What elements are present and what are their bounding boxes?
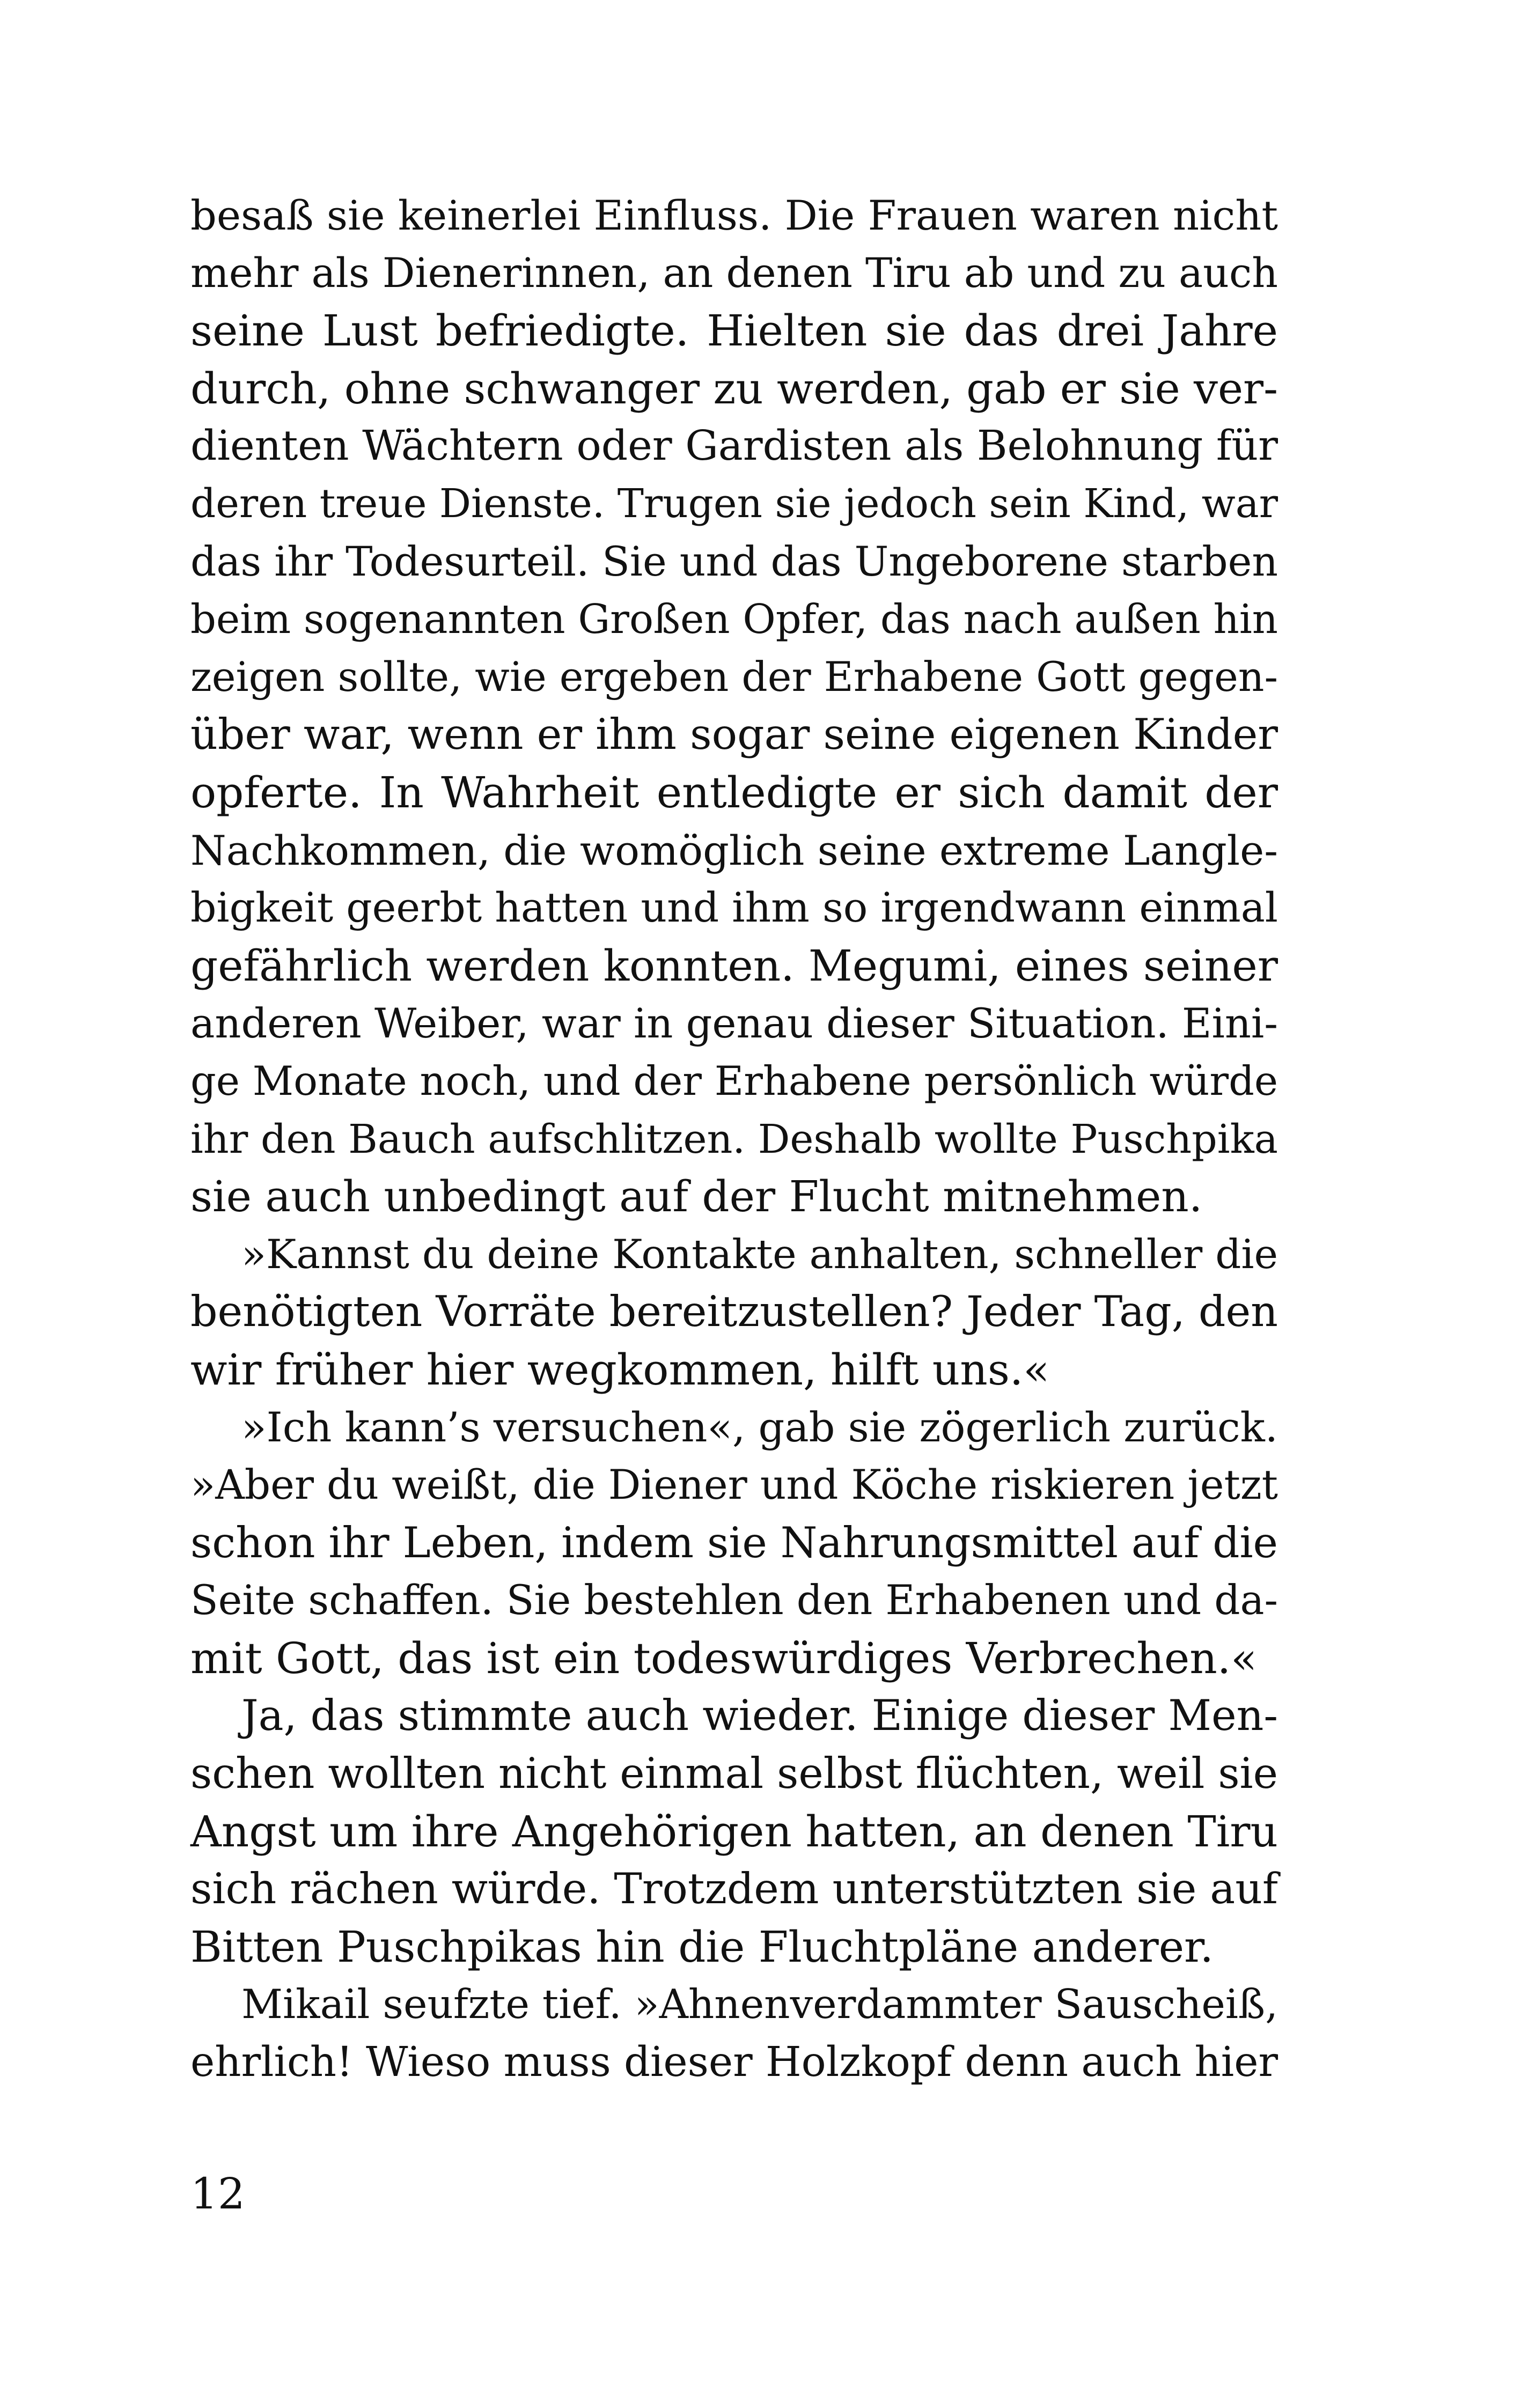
paragraph xyxy=(190,1976,1278,2091)
text-line: beim sogenannten Großen Opfer, das nach außen hin xyxy=(190,596,1278,643)
text-line: Seite schaffen. Sie bestehlen den Erhabenen und da- xyxy=(190,1577,1278,1624)
paragraph xyxy=(190,187,1278,1226)
text-line: seine Lust befriedigte. Hielten sie das drei Jahre xyxy=(190,306,1278,356)
text-line: deren treue Dienste. Trugen sie jedoch sein Kind, war xyxy=(190,481,1278,527)
text-line: »Aber du weißt, die Diener und Köche riskieren jetzt xyxy=(190,1461,1278,1509)
text-line: sie auch unbedingt auf der Flucht mitnehmen. xyxy=(190,1172,1203,1222)
text-line: ihr den Bauch aufschlitzen. Deshalb wollte Puschpika xyxy=(190,1115,1278,1162)
text-line: anderen Weiber, war in genau dieser Situation. Eini- xyxy=(190,999,1278,1048)
text-line: mit Gott, das ist ein todeswürdiges Verbrechen.« xyxy=(190,1633,1258,1683)
text-line: besaß sie keinerlei Einfluss. Die Frauen waren nicht xyxy=(190,192,1278,239)
text-line: schon ihr Leben, indem sie Nahrungsmittel auf die xyxy=(190,1518,1278,1567)
text-line: sich rächen würde. Trotzdem unterstützten sie auf xyxy=(190,1864,1278,1914)
text-line: wir früher hier wegkommen, hilft uns.« xyxy=(190,1344,1050,1395)
text-line: Bitten Puschpikas hin die Fluchtpläne anderer. xyxy=(190,1921,1214,1972)
text-line: bigkeit geerbt hatten und ihm so irgendwann einmal xyxy=(190,884,1278,932)
text-line: ehrlich! Wieso muss dieser Holzkopf denn auch hier xyxy=(190,2038,1278,2086)
text-line: opferte. In Wahrheit entledigte er sich damit der xyxy=(190,767,1278,818)
text-line: das ihr Todesurteil. Sie und das Ungeborene starben xyxy=(190,537,1278,585)
text-line: schen wollten nicht einmal selbst flüchten, weil sie xyxy=(190,1749,1278,1799)
text-line: mehr als Dienerinnen, an denen Tiru ab und zu auch xyxy=(190,249,1278,297)
text-line: Mikail seufzte tief. »Ahnenverdammter Sauscheiß, xyxy=(241,1980,1278,2028)
text-line: benötigten Vorräte bereitzustellen? Jeder Tag, den xyxy=(190,1287,1278,1337)
paragraph xyxy=(190,1226,1278,1399)
text-line: Angst um ihre Angehörigen hatten, an denen Tiru xyxy=(190,1806,1278,1857)
paragraph xyxy=(190,1398,1278,1687)
text-line: zeigen sollte, wie ergeben der Erhabene Gott gegen- xyxy=(190,653,1278,701)
text-line: über war, wenn er ihm sogar seine eigenen Kinder xyxy=(190,710,1278,760)
text-line: dienten Wächtern oder Gardisten als Belohnung für xyxy=(190,422,1278,470)
text-line: »Kannst du deine Kontakte anhalten, schneller die xyxy=(241,1230,1278,1278)
paragraph xyxy=(190,1687,1278,1976)
text-line: gefährlich werden konnten. Megumi, eines seiner xyxy=(190,940,1278,991)
text-line: Nachkommen, die womöglich seine extreme Langle- xyxy=(190,826,1278,874)
text-line: »Ich kann’s versuchen«, gab sie zögerlich zurück. xyxy=(241,1403,1278,1452)
text-line: durch, ohne schwanger zu werden, gab er sie ver- xyxy=(190,363,1278,414)
page-number: 12 xyxy=(190,2169,245,2219)
text-line: Ja, das stimmte auch wieder. Einige dieser Men- xyxy=(241,1691,1278,1741)
body-text xyxy=(190,187,1278,2092)
text-line: ge Monate noch, und der Erhabene persönlich würde xyxy=(190,1057,1278,1104)
